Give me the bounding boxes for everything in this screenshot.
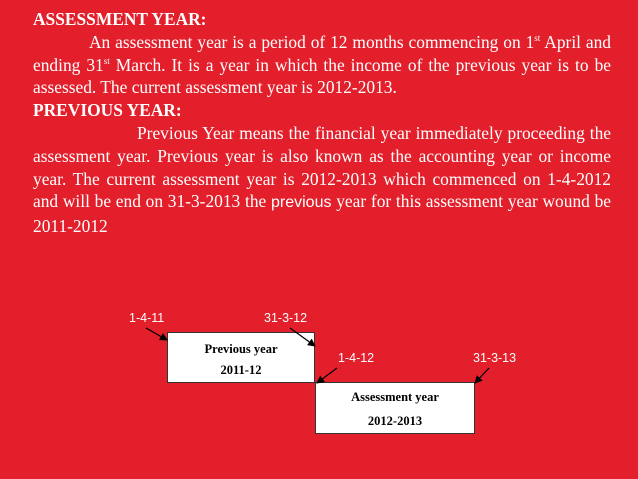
previous-year-text-1: Previous Year means the financial year immediately proceeding the assessment year. Previous year is also known as the accounting year or income year. The current assessment year is 2012-2013 which commenced on 1-4-2012 and will be end on 31-3-2013 the — [33, 122, 611, 212]
ordinal-suffix: st — [534, 32, 541, 43]
assessment-end-arrow — [475, 368, 489, 383]
assessment-year-box-title: Assessment year — [351, 390, 439, 404]
previous-start-date: 1-4-11 — [129, 311, 165, 325]
assessment-start-arrow — [317, 368, 337, 383]
previous-year-text-2: year for this assessment year wound be 2011-2012 — [33, 191, 611, 237]
previous-year-box-title: Previous year — [204, 342, 278, 356]
previous-end-date: 31-3-12 — [264, 311, 308, 325]
assessment-year-heading: ASSESSMENT YEAR: — [33, 9, 207, 29]
assessment-end-date: 31-3-13 — [473, 351, 517, 365]
previous-start-arrow — [146, 328, 167, 340]
ordinal-suffix: st — [103, 55, 110, 66]
assessment-year-text-2: April and ending 31 — [33, 31, 612, 75]
assessment-year-text-1: An assessment year is a period of 12 months commencing on 1 — [89, 31, 535, 52]
previous-end-arrow — [290, 328, 315, 346]
previous-year-heading: PREVIOUS YEAR: — [33, 100, 182, 121]
assessment-year-box-range: 2012-2013 — [367, 414, 423, 428]
assessment-year-text-3: March. It is a year in which the income of the previous year is to be assessed. The current assessment year is 2012-2013. — [33, 54, 611, 98]
previous-year-sans-word: previous — [271, 194, 332, 212]
previous-year-box-range: 2011-12 — [220, 363, 262, 377]
assessment-start-date: 1-4-12 — [338, 351, 375, 365]
